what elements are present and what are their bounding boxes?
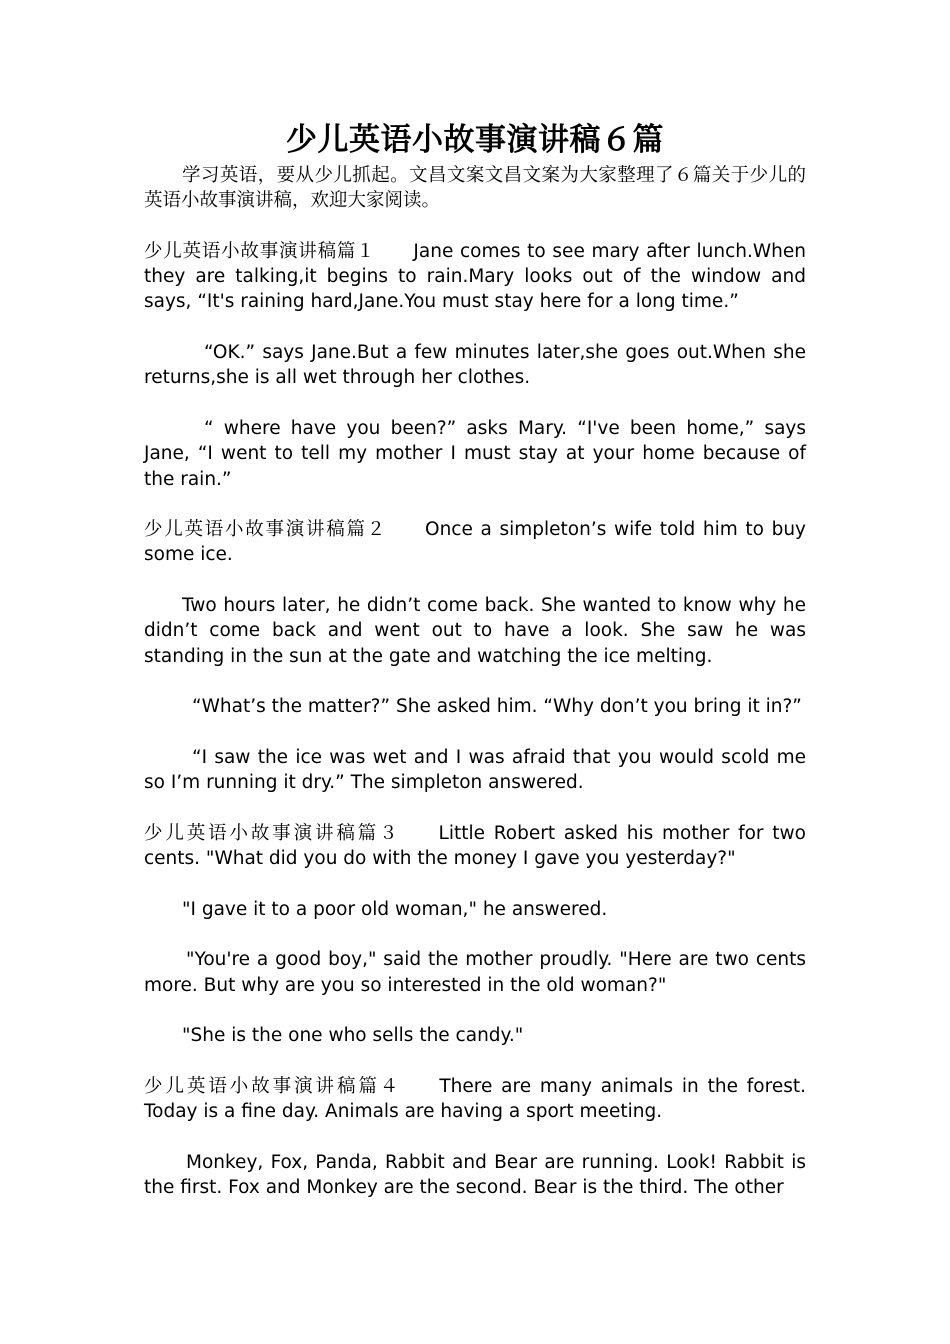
- section-2-paragraph-3: “What’s the matter?” She asked him. “Why don’t you bring it in?”: [192, 696, 802, 718]
- section-3-paragraph-1: Little Robert asked his mother for two cents. "What did you do with the money I gave you yesterday?": [144, 822, 806, 870]
- section-3-paragraph-4: "She is the one who sells the candy.": [182, 1025, 524, 1047]
- section-3-first-paragraph: [144, 821, 806, 872]
- intro-paragraph: 学习英语，要从少儿抓起。文昌文案文昌文案为大家整理了６篇关于少儿的英语小故事演讲稿，欢迎大家阅读。: [144, 165, 806, 212]
- section-1-first-paragraph: [144, 239, 806, 315]
- section-4-paragraph-1: There are many animals in the forest. Today is a fine day. Animals are having a sport meeting.: [144, 1075, 806, 1122]
- section-1-paragraph-3: “ where have you been?” asks Mary. “I've been home,” says Jane, “I went to tell my mother I must stay at your home because of the rain.”: [144, 417, 806, 490]
- section-1-paragraph-2: “OK.” says Jane.But a few minutes later,she goes out.When she returns,she is all wet through her clothes.: [144, 342, 806, 389]
- page-title: 少儿英语小故事演讲稿６篇: [286, 122, 664, 158]
- section-3-paragraph-3: "You're a good boy," said the mother proudly. "Here are two cents more. But why are you so interested in the old woman?": [144, 949, 806, 996]
- section-2-paragraph-4: “I saw the ice was wet and I was afraid that you would scold me so I’m running it dry.” The simpleton answered.: [144, 746, 806, 794]
- section-1-heading: 少儿英语小故事演讲稿篇１: [144, 240, 376, 262]
- section-2-paragraph-1: Once a simpleton’s wife told him to buy some ice.: [144, 519, 806, 566]
- section-4-heading: 少儿英语小故事演讲稿篇４: [144, 1075, 402, 1097]
- section-2-first-paragraph: [144, 517, 806, 568]
- section-2-paragraph-2: Two hours later, he didn’t come back. She wanted to know why he didn’t come back and went out to have a look. She saw he was standing in the sun at the gate and watching the ice melting.: [144, 595, 806, 667]
- section-4-first-paragraph: [144, 1074, 806, 1125]
- document-page: [144, 118, 806, 1200]
- section-3-heading: 少儿英语小故事演讲稿篇３: [144, 822, 401, 844]
- section-4-paragraph-2: Monkey, Fox, Panda, Rabbit and Bear are running. Look! Rabbit is the first. Fox and Monkey are the second. Bear is the third. The other: [144, 1151, 806, 1198]
- section-2-heading: 少儿英语小故事演讲稿篇２: [144, 519, 388, 541]
- section-1-paragraph-1: Jane comes to see mary after lunch.When they are talking,it begins to rain.Mary looks out of the window and says, “It's raining hard,Jane.You must stay here for a long time.”: [144, 240, 806, 313]
- section-3-paragraph-2: "I gave it to a poor old woman," he answered.: [182, 898, 608, 920]
